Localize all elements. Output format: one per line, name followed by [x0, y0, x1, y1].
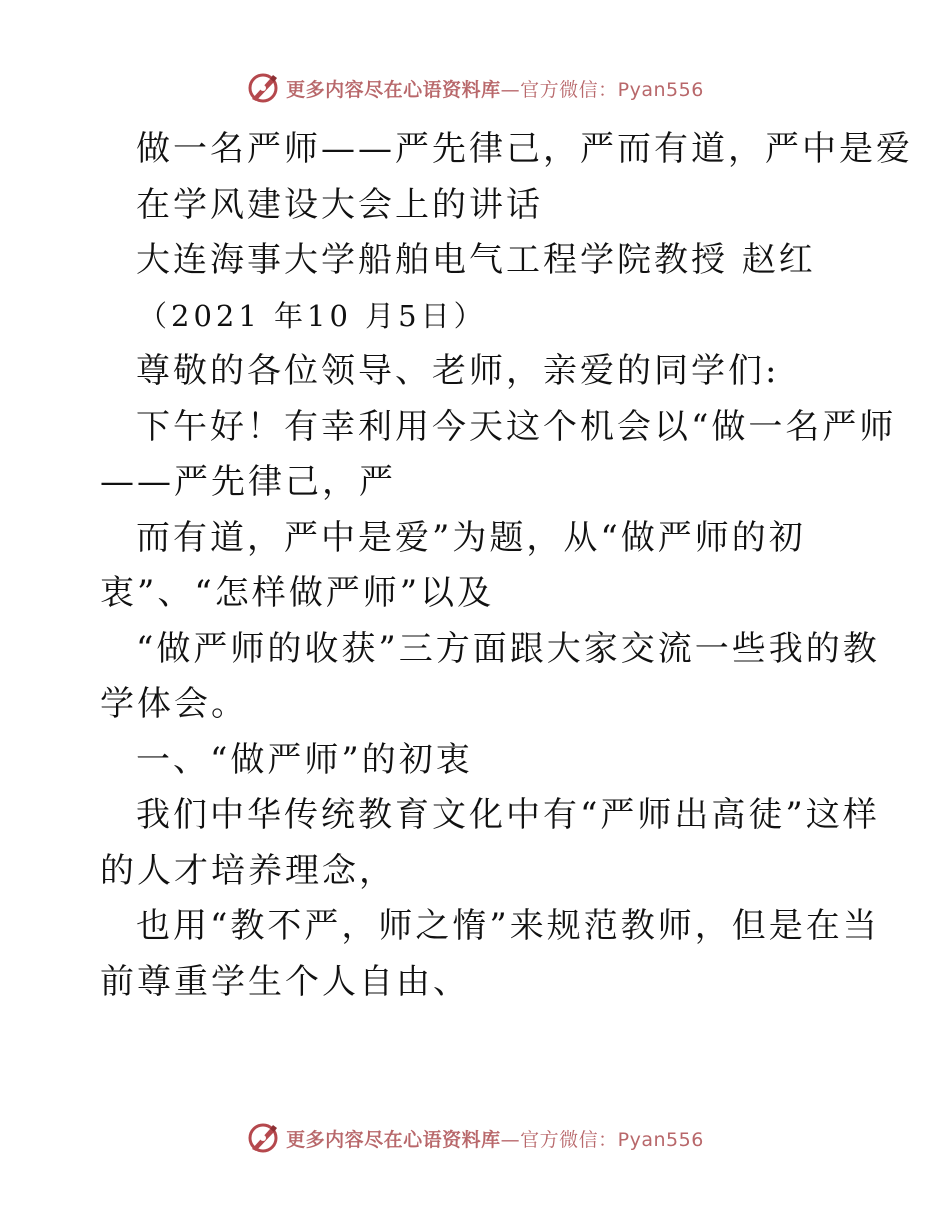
section-heading: 一、“做严师”的初衷 [136, 739, 473, 780]
document-body [100, 122, 913, 1010]
paragraph-line: 学体会。 [100, 684, 248, 724]
author-line: 大连海事大学船舶电气工程学院教授 赵红 [136, 240, 816, 280]
header-banner-text: 更多内容尽在心语资料库—官方微信：Pyan556 [286, 78, 704, 101]
footer-banner-text: 更多内容尽在心语资料库—官方微信：Pyan556 [286, 1128, 704, 1151]
document-subtitle: 在学风建设大会上的讲话 [136, 184, 543, 225]
header-banner [0, 68, 950, 108]
paragraph-line: 前尊重学生个人自由、 [100, 961, 470, 1002]
paragraph-line: 下午好！有幸利用今天这个机会以“做一名严师 [136, 406, 897, 447]
paragraph-line: 衷”、“怎样做严师”以及 [100, 573, 495, 613]
paragraph-line: ——严先律己，严 [100, 462, 396, 502]
pen-circle-logo-icon [246, 1121, 280, 1155]
document-title: 做一名严师——严先律己，严而有道，严中是爱 [136, 129, 913, 169]
footer-banner [0, 1118, 950, 1158]
salutation: 尊敬的各位领导、老师，亲爱的同学们: [136, 351, 780, 391]
paragraph-line: 我们中华传统教育文化中有“严师出高徒”这样 [136, 795, 880, 835]
pen-circle-logo-icon [246, 71, 280, 105]
paragraph-line: 也用“教不严，师之惰”来规范教师，但是在当 [136, 906, 880, 946]
paragraph-line: “做严师的收获”三方面跟大家交流一些我的教 [136, 628, 880, 669]
date-line: （2021 年10 月5日） [138, 298, 487, 333]
paragraph-line: 的人才培养理念， [100, 850, 396, 891]
paragraph-line: 而有道，严中是爱”为题，从“做严师的初 [136, 517, 806, 558]
